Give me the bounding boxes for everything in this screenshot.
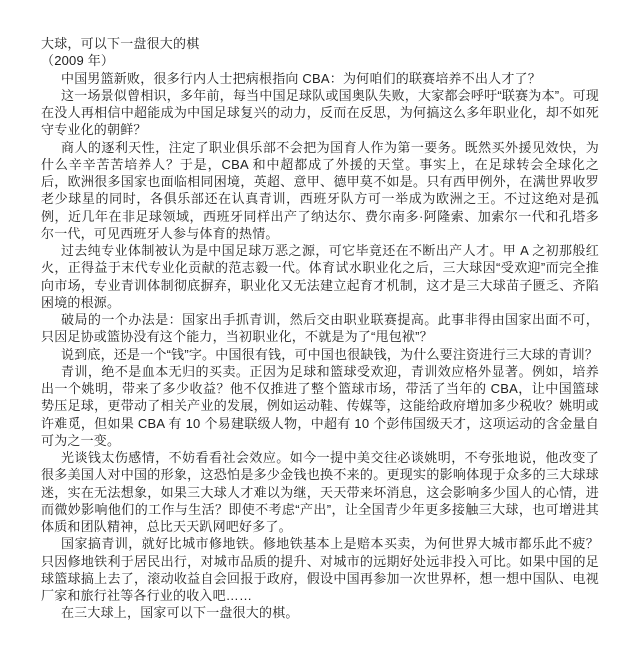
paragraph: 商人的逐利天性，注定了职业俱乐部不会把为国育人作为第一要务。既然买外援见效快，为什么辛辛苦苦培养人？于是，CBA 和中超都成了外援的天堂。事实上，在足球转会全球化之后，欧洲很多国家也面临相同困境，英超、意甲、德甲莫不如是。只有西甲例外，在满世界收罗老少球星的同时，各俱乐部还在认真青训，西班牙队方可一举成为欧洲之王。不过这绝对是孤例，近几年在非足球领域，西班牙同样出产了纳达尔、费尔南多·阿隆索、加索尔一代和孔塔多尔一代，可见西班牙人参与体育的热情。 — [41, 139, 599, 241]
paragraph: 青训，绝不是血本无归的买卖。正因为足球和篮球受欢迎，青训效应格外显著。例如，培养出一个姚明，带来了多少收益？他不仅推进了整个篮球市场，带活了当年的 CBA，让中国篮球势压足球，更带动了相关产业的发展，例如运动鞋、传媒等，这能给政府增加多少税收？姚明或许难觅，但如果 CBA 有 10 个易建联级人物，中超有 10 个彭伟国级天才，这项运动的含金量自可为之一变。 — [41, 363, 599, 448]
paragraph: 过去纯专业体制被认为是中国足球万恶之源，可它毕竟还在不断出产人才。甲 A 之初那般红火，正得益于末代专业化贡献的范志毅一代。体育试水职业化之后，三大球因“受欢迎”而完全推向市场，专业青训体制彻底摒弃，职业化又无法建立起育才机制，这才是三大球苗子匮乏、齐陷困境的根源。 — [41, 243, 599, 310]
paragraph: 中国男篮新败，很多行内人士把病根指向 CBA：为何咱们的联赛培养不出人才了？ — [61, 70, 541, 86]
paragraph: 破局的一个办法是：国家出手抓青训，然后交由职业联赛提高。此事非得由国家出面不可，只因足协或篮协没有这个能力，当初职业化，不就是为了“甩包袱”？ — [41, 312, 599, 345]
document-title: 大球，可以下一盘很大的棋 — [41, 36, 200, 51]
document-content — [41, 35, 599, 622]
paragraph: 光谈钱太伤感情，不妨看看社会效应。如今一提中美交往必谈姚明，不夸张地说，他改变了很多美国人对中国的形象，这恐怕是多少金钱也换不来的。更现实的影响体现于众多的三大球球迷，实在无法想象，如果三大球人才难以为继，天天带来坏消息，这会影响多少国人的心情，进而微妙影响他们的工作与生活？即使不考虑“产出”，让全国青少年更多接触三大球，也可增进其体质和团队精神，总比天天趴网吧好多了。 — [41, 450, 599, 534]
paragraph: 说到底，还是一个“钱”字。中国很有钱，可中国也很缺钱，为什么要注资进行三大球的青训？ — [61, 346, 599, 362]
document-date-line: （2009 年） — [41, 53, 115, 69]
paragraph: 这一场景似曾相识，多年前，每当中国足球队或国奥队失败，大家都会呼吁“联赛为本”。可现在没人再相信中超能成为中国足球复兴的动力，反而在反思，为何搞这么多年职业化，却不如死守专业化的朝鲜？ — [41, 87, 599, 138]
paragraph: 在三大球上，国家可以下一盘很大的棋。 — [61, 605, 299, 621]
paragraph: 国家搞青训，就好比城市修地铁。修地铁基本上是赔本买卖，为何世界大城市都乐此不疲？只因修地铁利于居民出行，对城市品质的提升、对城市的远期好处远非投入可比。如果中国的足球篮球搞上去了，滚动收益自会回报于政府，假设中国再参加一次世界杯，想一想中国队、电视厂家和旅行社等各行业的收入吧…… — [41, 536, 599, 603]
